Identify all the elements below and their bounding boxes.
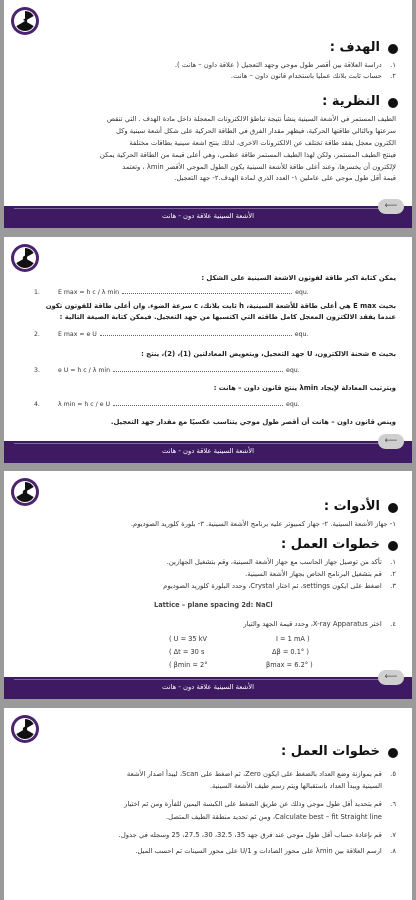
- equation-3: 3. e U = h c / λ min equ.: [34, 367, 300, 374]
- paragraph-2: بحيث e شحنة الالكترون، U جهد التعجيل، وبتعويض المعادلتين (1)، (2)، ينتج :: [141, 350, 396, 358]
- param-right-3: βmax = 6.2° ): [266, 661, 313, 669]
- list-item-cont: Calculate best – fit Straight line، ومن ثم تحديد منطقة الطيف المتصل.: [165, 812, 382, 821]
- text-line: عندما يفقد الالكترون المعجل كامل طاقته التي اكتسبها من جهد التعجيل. فيمكن كتابة الصيغة التالية :: [59, 312, 396, 321]
- goal-heading: الهدف :: [329, 40, 380, 55]
- goal-list: [18, 60, 396, 81]
- lattice-label: Lattice – plane spacing 2d: NaCl: [154, 601, 273, 609]
- list-item-cont: السينية ويبدأ العداد باستقبالها ويتم رسم طيف الأشعة السينية.: [209, 782, 382, 791]
- bullet-icon: [388, 748, 398, 758]
- steps-list: [18, 557, 396, 593]
- footer-text: الأشعة السينية علاقة دون - هانت: [162, 447, 254, 455]
- slide-footer: [4, 436, 412, 463]
- text-line: الكترون معجل يفقد طاقة تختلف عن الالكترونات الاخرى، لذلك ينتج اشعة سينية بطاقات مختلفة: [129, 138, 396, 147]
- intro-text: يمكن كتابة اكبر طاقة لفوتون الاشعة السينية على الشكل :: [201, 274, 396, 282]
- param-left-3: ( βmin = 2°: [169, 661, 208, 669]
- slide-footer: [4, 201, 412, 228]
- radiation-logo-icon: [10, 243, 40, 273]
- text-line: الطيف المستمر في الأشعة السينية ينشأ نتيجة تباطؤ الالكترونات المعجلة داخل مادة الهدف . التي تنقص: [106, 115, 396, 123]
- bullet-icon: [388, 541, 398, 551]
- bullet-icon: [388, 503, 398, 513]
- page-card-1: [4, 0, 412, 228]
- text-line: بحيث E max هي أعلى طاقة للأشعة السينية، h ثابت بلانك، c سرعة الضوء. وان أعلى طاقة للفوتون تكون: [45, 302, 396, 310]
- steps-heading: خطوات العمل :: [281, 744, 380, 759]
- list-item: ٨. ارسم العلاقة بين λmin على محور الصادات و 1/U على محور السينات ثم احسب الميل.: [135, 847, 396, 856]
- equation-4: 4. λ min = h c / e U equ.: [34, 401, 300, 408]
- equation-2: 2. E max = e U equ.: [34, 331, 309, 338]
- radiation-logo-icon: [10, 477, 40, 507]
- tools-text: ١- جهاز الأشعة السينية. ٢- جهاز كمبيوتر عليه برنامج الأشعة السينية. ٣- بلورة كلوريد الصوديوم.: [130, 520, 396, 528]
- page-card-4: [4, 708, 412, 900]
- radiation-logo-icon: [10, 6, 40, 36]
- bullet-icon: [388, 44, 398, 54]
- page-card-2: [4, 237, 412, 463]
- arrow-left-icon[interactable]: ⟵: [378, 199, 404, 214]
- radiation-logo-icon: [10, 714, 40, 744]
- footer-text: الأشعة السينية علاقة دون - هانت: [162, 683, 254, 691]
- tools-heading: الأدوات :: [323, 499, 380, 514]
- paragraph-4: وينص قانون داون – هانت أن أقصر طول موجي يتناسب عكسيًا مع مقدار جهد التعجيل.: [110, 418, 396, 426]
- text-line: قيمة أقل طول موجي على عاملين ١- العدد الذري لمادة الهدف.٢- جهد التعجيل.: [174, 174, 396, 183]
- arrow-left-icon[interactable]: ⟵: [378, 434, 404, 449]
- slide-footer: [4, 672, 412, 699]
- list-item: ٤. اختر X-ray Apparatus، وحدد قيمة الجهد والتيار: [243, 620, 396, 628]
- footer-text: الأشعة السينية علاقة دون - هانت: [162, 212, 254, 220]
- steps-heading: خطوات العمل :: [281, 537, 380, 552]
- paragraph-1: [18, 301, 396, 322]
- arrow-left-icon[interactable]: ⟵: [378, 670, 404, 685]
- list-item: ٣. اضغط على ايكون settings، ثم اختار Crystal، وحدد البلورة كلوريد الصوديوم: [163, 581, 396, 590]
- param-right-2: Δβ = 0.1° ): [272, 648, 309, 656]
- paragraph-3: وبترتيب المعادلة لإيجاد λmin ينتج قانون داون – هانت :: [213, 384, 396, 392]
- text-line: سرعتها وبالتالي طاقتها الحركية، فيظهر مقدار الفرق في الطاقة الحركية على شكل أشعة سينية وكل: [115, 126, 396, 135]
- theory-heading: النظرية :: [322, 94, 380, 109]
- param-left-2: ( Δt = 30 s: [169, 648, 205, 656]
- theory-text: [18, 114, 396, 185]
- steps-list: [18, 768, 396, 857]
- param-right-1: I = 1 mA ): [276, 635, 310, 643]
- text-line: فينتج الطيف المستمر، ولكن لهذا الطيف المستمر طاقة عظمى، وهي أعلى قيمة من الطاقة الحركية يمكن: [99, 150, 396, 159]
- param-left-1: ( U = 35 kV: [169, 635, 208, 643]
- page-card-3: [4, 471, 412, 699]
- list-item: ٧. قم بإعادة حساب أقل طول موجي عند فرق جهد 35، 32.5، 30، 27.5، 25 وسجله في جدول.: [118, 830, 396, 839]
- bullet-icon: [388, 98, 398, 108]
- equation-1: 1. E max = h c / λ min equ.: [34, 289, 309, 296]
- list-item: ٢. حساب ثابت بلانك عمليا باستخدام قانون داون – هانت.: [230, 71, 396, 80]
- list-item: ١. دراسة العلاقة بين أقصر طول موجي وجهد التعجيل ( علاقة داون – هانت ).: [174, 61, 396, 69]
- list-item: ٥. قم بموازنة وضع العداد بالضغط على ايكون Zero، ثم اضغط على Scan، ليبدأ اصدار الأشعة: [126, 770, 396, 778]
- text-line: لإلكترون أن يخسرها، وعند أعلى طاقة للأشعة السينية يكون الطول الموجي الأقصر λmin ، وتعتمد: [122, 162, 396, 171]
- list-item: ٦. قم بتحديد أقل طول موجي وذلك عن طريق الضغط على الكبسة اليمين للفأرة ومن ثم اختيار: [124, 800, 396, 809]
- list-item: ١. تأكد من توصيل جهاز الحاسب مع جهاز الأشعة السينية، وقم بتشغيل الجهازين.: [166, 558, 396, 566]
- list-item: ٢. قم بتشغيل البرنامج الخاص بجهاز الأشعة السينية.: [245, 569, 396, 578]
